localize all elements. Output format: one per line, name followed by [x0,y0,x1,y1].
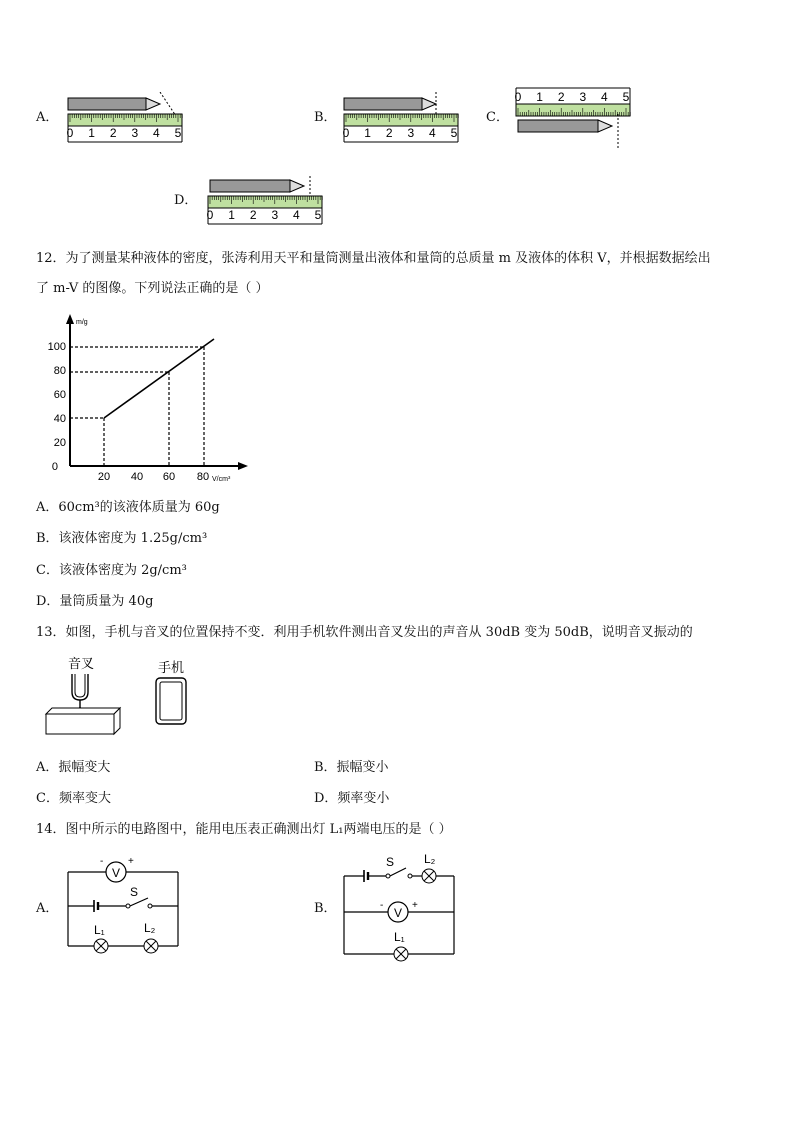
graph-ylabel: m/g [76,319,88,326]
fork-phone-figure [40,652,200,738]
lamp-l2-icon [144,939,158,953]
voltmeter-minus: - [100,856,104,867]
q12-option-b: B．该液体密度为 1.25g/cm³ [36,531,208,546]
graph-guide-lines [70,347,204,466]
lamp-l2-label: L₂ [424,852,436,866]
ruler-number: 2 [385,126,393,140]
ruler-number: 4 [429,126,436,140]
switch-label: S [130,885,139,899]
ruler-number: 1 [364,126,371,140]
lamp-l1-label: L₁ [394,930,405,944]
fork-label: 音叉 [68,656,95,671]
ruler-number: 0 [514,90,522,104]
voltmeter-plus: + [412,900,418,911]
ruler-number: 3 [579,90,587,104]
ruler-number: 1 [536,90,543,104]
ruler-number: 3 [271,208,279,222]
voltmeter-label: V [111,866,121,880]
ruler-number: 4 [293,208,300,222]
ruler-number: 0 [66,126,74,140]
ruler-figure-c [510,86,635,150]
lamp-l2-icon [422,869,436,883]
m-v-graph [36,310,256,490]
q12-stem-line1: 12．为了测量某种液体的密度，张涛利用天平和量筒测量出液体和量筒的总质量 m 及液体的体积 V，并根据数据绘出 [36,251,711,266]
xtick: 60 [162,471,176,483]
voltmeter-label: V [393,906,403,920]
circuit-b [336,850,464,970]
q13-option-a: A．振幅变大 [36,760,111,775]
ruler-number: 2 [109,126,117,140]
ytick: 40 [53,413,66,425]
q14-stem: 14．图中所示的电路图中，能用电压表正确测出灯 L₁两端电压的是（ ） [36,822,452,837]
ytick: 100 [47,341,66,353]
xtick: 40 [130,471,144,483]
ruler-number: 5 [174,126,182,140]
q13-option-b: B．振幅变小 [314,760,389,775]
ruler-number: 5 [450,126,458,140]
lamp-l1-icon [394,947,408,961]
q11-option-a-label: A． [36,110,59,125]
ruler-number: 4 [153,126,160,140]
q13-option-c: C．频率变大 [36,791,111,806]
ruler-number: 1 [228,208,235,222]
ruler-number: 4 [601,90,608,104]
q11-option-c-label: C． [486,110,509,125]
ytick: 80 [53,365,66,377]
ruler-figure-a [62,92,187,148]
q11-option-b-label: B． [314,110,337,125]
ytick: 0 [51,461,58,473]
ruler-number: 0 [342,126,350,140]
ruler-number: 2 [557,90,565,104]
ruler-number: 5 [622,90,630,104]
ruler-figure-b [338,92,463,148]
circuit-a [60,850,188,962]
ytick: 20 [53,437,66,449]
graph-data-line [104,339,214,418]
q12-option-d: D．量筒质量为 40g [36,594,154,609]
q12-option-a: A．60cm³的该液体质量为 60g [36,500,220,515]
ruler-number: 3 [407,126,415,140]
lamp-l1-label: L₁ [94,923,105,937]
q12-option-c: C．该液体密度为 2g/cm³ [36,563,187,578]
ruler-number: 0 [206,208,214,222]
q11-option-d-label: D． [174,193,198,208]
ruler-number: 5 [314,208,322,222]
q12-stem-line2: 了 m-V 的图像。下列说法正确的是（ ） [36,281,269,296]
voltmeter-minus: - [380,900,384,911]
graph-xlabel: V/cm³ [212,476,231,483]
ruler-number: 3 [131,126,139,140]
voltmeter-plus: + [128,856,134,867]
q14-option-a-label: A． [36,901,59,916]
ruler-number: 2 [249,208,257,222]
q13-stem: 13．如图，手机与音叉的位置保持不变．利用手机软件测出音叉发出的声音从 30dB 变为 50dB，说明音叉振动的 [36,625,693,640]
xtick: 80 [196,471,210,483]
ruler-figure-d [202,176,327,232]
switch-label: S [386,855,395,869]
ytick: 60 [53,389,66,401]
lamp-l2-label: L₂ [144,921,156,935]
lamp-l1-icon [94,939,108,953]
ruler-number: 1 [88,126,95,140]
xtick: 20 [97,471,111,483]
phone-label: 手机 [158,660,185,675]
q14-option-b-label: B． [314,901,337,916]
q13-option-d: D．频率变小 [314,791,390,806]
